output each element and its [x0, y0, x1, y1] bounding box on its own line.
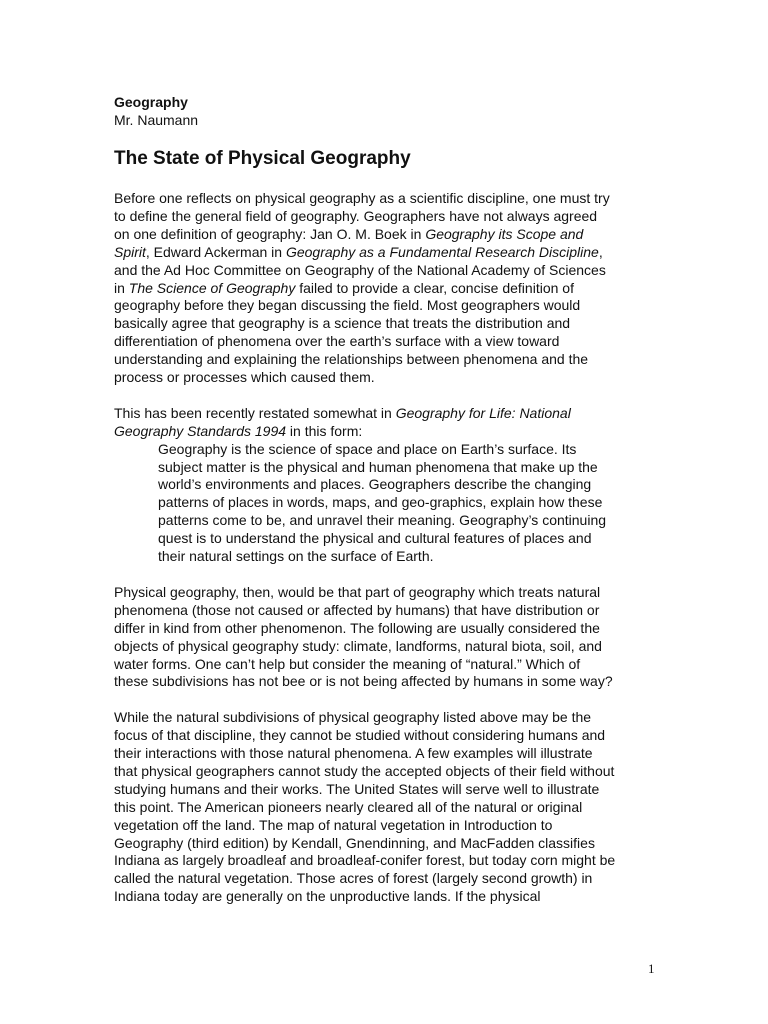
text-line: on one definition of geography: Jan O. M. Boek in Geography its Scope and — [114, 225, 584, 242]
italic-title: Geography Standards 1994 — [114, 422, 287, 439]
text-line: Spirit, Edward Ackerman in Geography as a Fundamental Research Discipline, — [114, 243, 603, 260]
text-line: Indiana today are generally on the unproductive lands. If the physical — [114, 888, 541, 905]
text-line: quest is to understand the physical and cultural features of places and — [158, 530, 592, 547]
teacher-name: Mr. Naumann — [114, 112, 199, 128]
paragraph-physical-geography — [114, 584, 654, 691]
text-line: Physical geography, then, would be that part of geography which treats natural — [114, 583, 601, 600]
text-line: called the natural vegetation. Those acres of forest (largely second growth) in — [114, 870, 593, 887]
document-page — [114, 93, 654, 924]
italic-title: Spirit — [114, 243, 146, 260]
text-line: This has been recently restated somewhat in Geography for Life: National — [114, 404, 571, 421]
block-quote — [158, 441, 654, 566]
text-line: their interactions with those natural phenomena. A few examples will illustrate — [114, 745, 593, 762]
text-line: Geography Standards 1994 in this form: — [114, 422, 363, 439]
text-line: water forms. One can’t help but consider the meaning of “natural.” Which of — [114, 655, 581, 672]
text-line: in The Science of Geography failed to provide a clear, concise definition of — [114, 279, 574, 296]
text-line: focus of that discipline, they cannot be studied without considering humans and — [114, 727, 606, 744]
text-line: While the natural subdivisions of physical geography listed above may be the — [114, 709, 592, 726]
text-line: world’s environments and places. Geographers describe the changing — [158, 476, 592, 493]
italic-title: Geography for Life: National — [395, 404, 571, 421]
text-line: geography before they began discussing the field. Most geographers would — [114, 297, 581, 314]
text-line: Geography is the science of space and place on Earth’s surface. Its — [158, 440, 577, 457]
paragraph-intro — [114, 190, 654, 387]
text-line: differentiation of phenomena over the earth’s surface with a view toward — [114, 333, 560, 350]
text-line: Geography (third edition) by Kendall, Gnendinning, and MacFadden classifies — [114, 834, 595, 851]
text-line: objects of physical geography study: climate, landforms, natural biota, soil, and — [114, 637, 602, 654]
paragraph-restated — [114, 405, 654, 441]
text-line: vegetation off the land. The map of natural vegetation in Introduction to — [114, 816, 553, 833]
text-line: patterns of places in words, maps, and geo-graphics, explain how these — [158, 494, 603, 511]
text-line: this point. The American pioneers nearly cleared all of the natural or original — [114, 798, 583, 815]
text-line: phenomena (those not caused or affected by humans) that have distribution or — [114, 601, 600, 618]
text-line: process or processes which caused them. — [114, 369, 375, 386]
text-line: understanding and explaining the relationships between phenomena and the — [114, 351, 589, 368]
text-line: subject matter is the physical and human phenomena that make up the — [158, 458, 598, 475]
document-title: The State of Physical Geography — [114, 148, 411, 169]
text-line: differ in kind from other phenomenon. The following are usually considered the — [114, 619, 600, 636]
paragraph-natural-subdivisions — [114, 709, 654, 906]
italic-title: The Science of Geography — [128, 279, 296, 296]
text-line: their natural settings on the surface of Earth. — [158, 548, 434, 565]
text-line: basically agree that geography is a science that treats the distribution and — [114, 315, 571, 332]
text-line: Indiana as largely broadleaf and broadleaf-conifer forest, but today corn might be — [114, 852, 616, 869]
italic-title: Geography its Scope and — [425, 225, 584, 242]
text-line: these subdivisions has not bee or is not being affected by humans in some way? — [114, 673, 613, 690]
text-line: Before one reflects on physical geography as a scientific discipline, one must try — [114, 190, 610, 206]
text-line: that physical geographers cannot study the accepted objects of their field without — [114, 762, 615, 779]
text-line: patterns come to be, and unravel their meaning. Geography’s continuing — [158, 512, 607, 529]
italic-title: Geography as a Fundamental Research Discipline — [285, 243, 599, 260]
text-line: to define the general field of geography. Geographers have not always agreed — [114, 207, 598, 224]
text-line: and the Ad Hoc Committee on Geography of the National Academy of Sciences — [114, 261, 606, 278]
text-line: studying humans and their works. The United States will serve well to illustrate — [114, 780, 600, 797]
course-subject: Geography — [114, 94, 188, 110]
page-number: 1 — [648, 961, 655, 976]
